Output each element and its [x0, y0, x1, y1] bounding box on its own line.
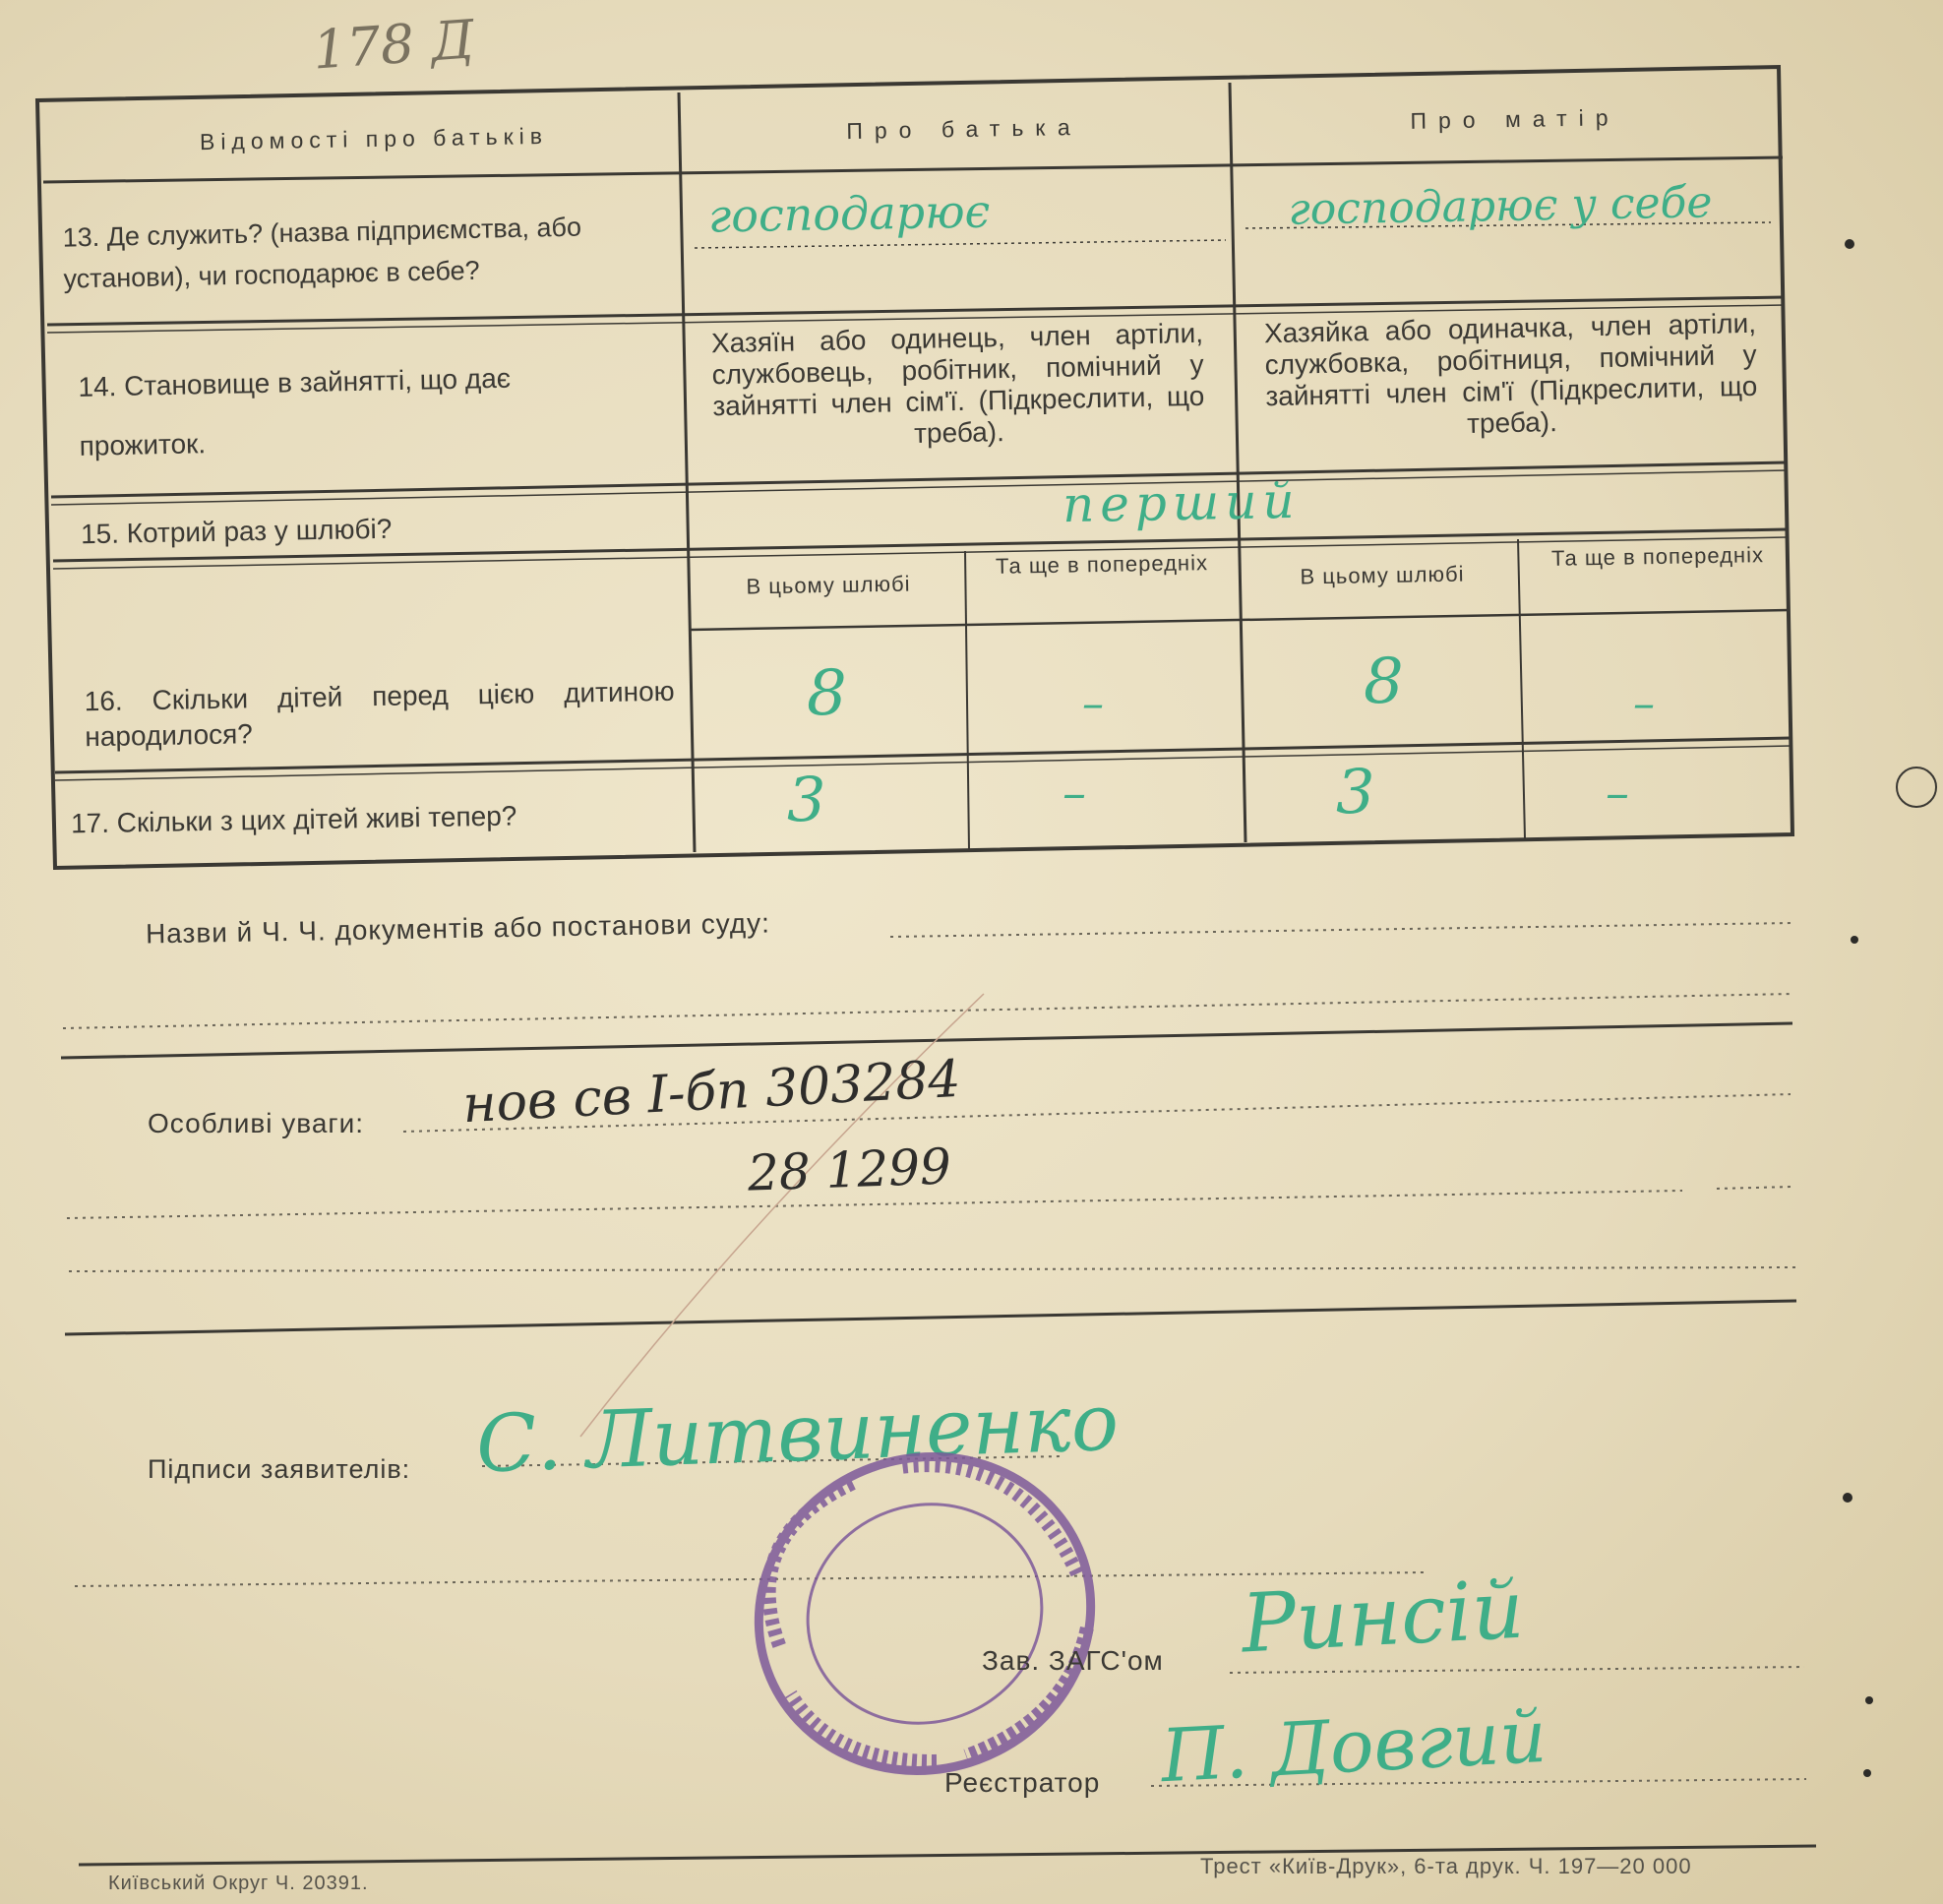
row-16-father-previous: –	[1082, 679, 1104, 729]
zags-head-label: Зав. ЗАГС'ом	[982, 1645, 1164, 1676]
row-16-mother-previous: –	[1633, 679, 1655, 729]
registrar-label: Реєстратор	[944, 1767, 1101, 1798]
row-16-mother-this: 8	[1364, 645, 1404, 718]
footer-left-imprint: Київський Округ Ч. 20391.	[108, 1873, 369, 1894]
row-14-father-options: Хазяїн або одинець, член артіли, службовець, робітник, помічний у зайнятті член сім'ї. (Підкреслити, що треба).	[710, 317, 1205, 449]
row-16-label: 16. Скільки дітей перед цією дитиною народилося?	[84, 675, 675, 753]
row-16-subheader-mother-this: В цьому шлюбі	[1300, 561, 1465, 589]
row-14-label: 14. Становище в зайнятті, що дає прожиток.	[78, 362, 512, 461]
row-15-label: 15. Котрий раз у шлюбі?	[80, 513, 393, 550]
row-17-mother-previous: –	[1606, 766, 1629, 821]
header-parents-info: Відомості про батьків	[199, 122, 549, 155]
remarks-line-1: нов св І-бп 303284	[460, 1049, 962, 1136]
row-16-subheader-father-previous: Та ще в попередніх	[995, 550, 1209, 579]
remarks-line-2: 28 1299	[747, 1137, 952, 1202]
corner-mark: 178 Д	[311, 8, 477, 82]
row-13-mother-value: господарює у себе	[1288, 177, 1713, 235]
row-16-father-this: 8	[807, 657, 847, 730]
row-15-shared-value: перший	[1062, 471, 1302, 534]
row-13-label: 13. Де служить? (назва підприємства, або установи), чи господарює в себе?	[62, 212, 582, 294]
zags-head-signature: Ринсій	[1239, 1563, 1527, 1672]
row-17-father-this: 3	[787, 764, 826, 835]
row-17-label: 17. Скільки з цих дітей живі тепер?	[70, 800, 517, 839]
header-father: Про батька	[846, 113, 1082, 145]
footer-right-imprint: Трест «Київ-Друк», 6-та друк. Ч. 197—20 000	[1200, 1854, 1692, 1878]
row-16-subheader-mother-previous: Та ще в попередніх	[1550, 542, 1765, 571]
row-17-father-previous: –	[1063, 766, 1086, 821]
applicant-signature: С. Литвиненко	[474, 1376, 1121, 1491]
row-16-subheader-father-this: В цьому шлюбі	[746, 571, 911, 599]
row-17-mother-this: 3	[1336, 756, 1375, 828]
documents-label: Назви й Ч. Ч. документів або постанови суду:	[145, 907, 771, 950]
row-14-mother-options: Хазяйка або одиначка, член артіли, службовка, робітниця, помічний у зайнятті член сім'ї (Підкреслити, що треба).	[1263, 307, 1758, 439]
remarks-label: Особливі уваги:	[148, 1108, 365, 1138]
header-mother: Про матір	[1410, 104, 1620, 134]
row-13-father-value: господарює	[707, 184, 991, 243]
registrar-signature: П. Довгий	[1159, 1693, 1549, 1800]
applicant-signatures-label: Підписи заявителів:	[148, 1454, 411, 1484]
